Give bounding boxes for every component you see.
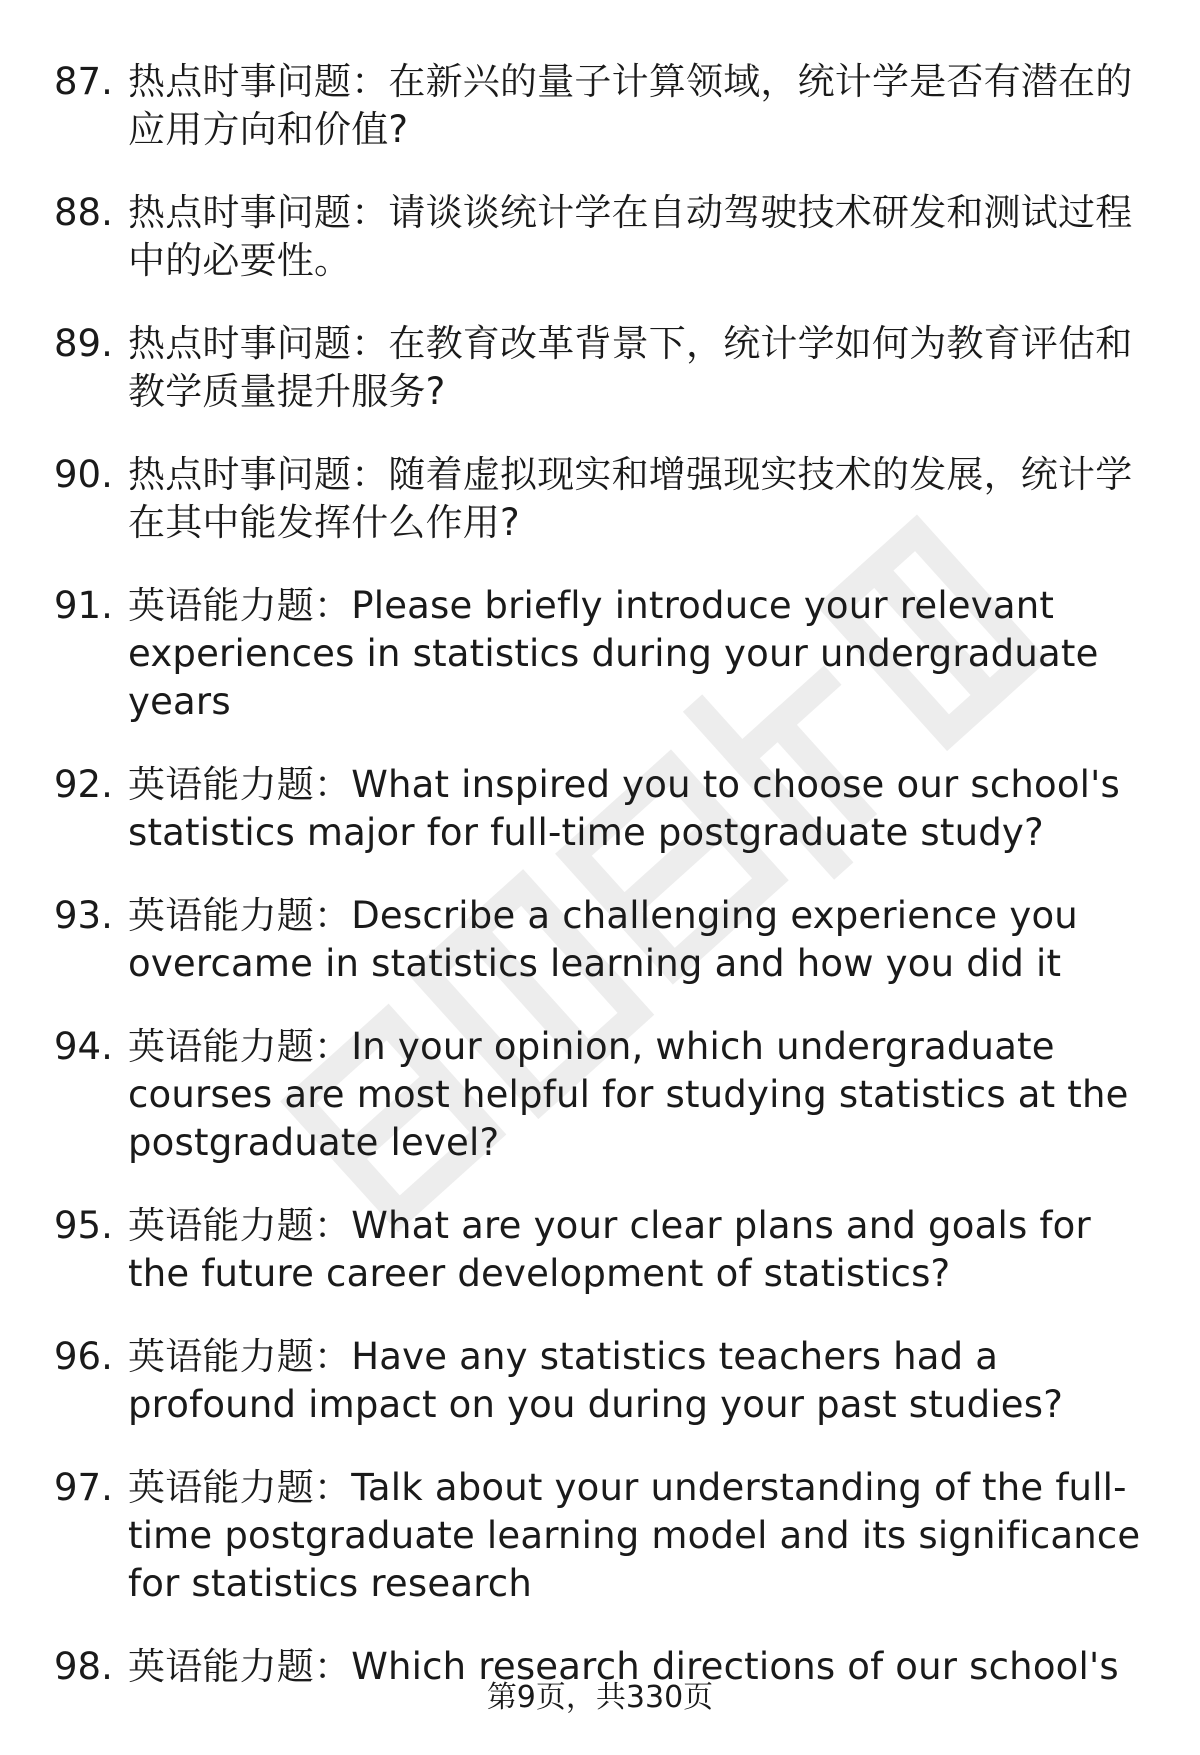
question-text: 英语能力题：Describe a challenging experience you overcame in statistics learning and how you did it	[128, 894, 1078, 985]
question-number: 97.	[54, 1466, 113, 1509]
question-text: 英语能力题：What are your clear plans and goals for the future career development of statistics?	[128, 1204, 1091, 1295]
question-text: 英语能力题：Which research directions of our school's	[128, 1645, 1119, 1688]
question-number: 87.	[54, 60, 113, 103]
question-number: 89.	[54, 322, 113, 365]
question-item	[0, 1333, 1200, 1429]
question-item	[0, 582, 1200, 726]
question-item	[0, 1202, 1200, 1298]
question-item	[0, 58, 1200, 154]
question-item	[0, 761, 1200, 857]
question-text: 热点时事问题：随着虚拟现实和增强现实技术的发展，统计学在其中能发挥什么作用?	[128, 453, 1133, 544]
page-indicator: 第9页，共330页	[486, 1680, 714, 1715]
question-item	[0, 320, 1200, 416]
question-number: 95.	[54, 1204, 113, 1247]
question-text: 英语能力题：Have any statistics teachers had a profound impact on you during your past studies?	[128, 1335, 1064, 1426]
question-number: 94.	[54, 1025, 113, 1068]
question-text: 英语能力题：In your opinion, which undergraduate courses are most helpful for studying statistics at the postgraduate level?	[128, 1025, 1129, 1164]
question-number: 92.	[54, 763, 113, 806]
question-list	[0, 58, 1200, 1726]
question-text: 英语能力题：Talk about your understanding of the full-time postgraduate learning model and its significance for statistics research	[128, 1466, 1141, 1605]
question-text: 热点时事问题：在教育改革背景下，统计学如何为教育评估和教学质量提升服务?	[128, 322, 1133, 413]
question-text: 英语能力题：What inspired you to choose our school's statistics major for full-time postgraduate study?	[128, 763, 1121, 854]
question-item	[0, 451, 1200, 547]
question-text: 热点时事问题：在新兴的量子计算领域，统计学是否有潜在的应用方向和价值?	[128, 60, 1133, 151]
question-number: 88.	[54, 191, 113, 234]
question-item	[0, 1023, 1200, 1167]
question-item	[0, 1464, 1200, 1608]
question-text: 热点时事问题：请谈谈统计学在自动驾驶技术研发和测试过程中的必要性。	[128, 191, 1133, 282]
question-item	[0, 892, 1200, 988]
question-number: 93.	[54, 894, 113, 937]
question-number: 98.	[54, 1645, 113, 1688]
question-item	[0, 189, 1200, 285]
question-number: 91.	[54, 584, 113, 627]
question-number: 90.	[54, 453, 113, 496]
question-text: 英语能力题：Please briefly introduce your relevant experiences in statistics during your undergraduate years	[128, 584, 1099, 723]
question-number: 96.	[54, 1335, 113, 1378]
